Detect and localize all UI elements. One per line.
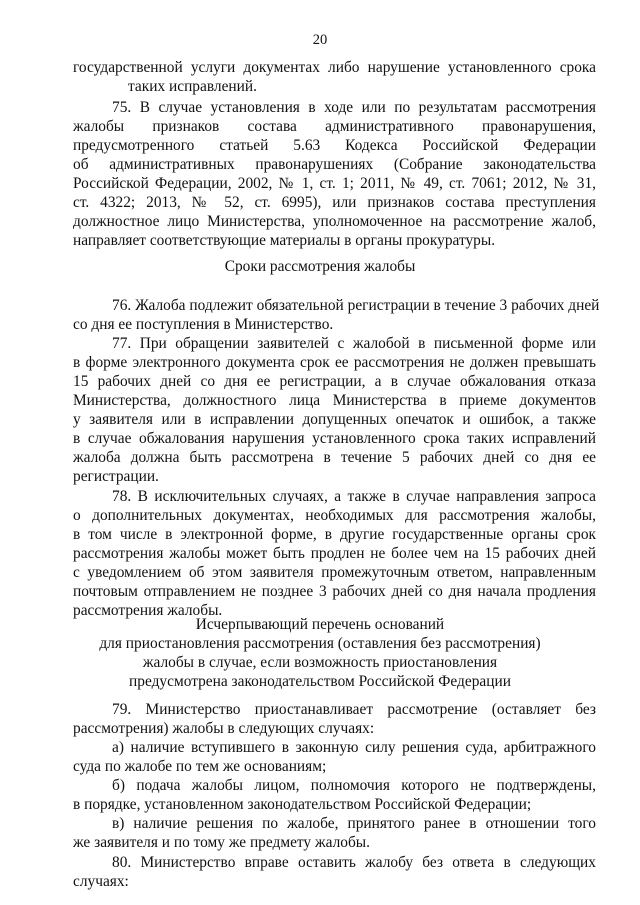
section-heading: Сроки рассмотрения жалобы (224, 258, 416, 275)
text-line: случаях: (73, 873, 129, 890)
text-line: Министерства, должностного лица Министерства в приеме документов (73, 392, 596, 409)
text-line: должностное лицо Министерства, уполномоченное на рассмотрение жалоб, (73, 213, 596, 230)
text-line: в форме электронного документа срок ее рассмотрения не должен превышать (73, 354, 596, 371)
text-line: предусмотренного статьей 5.63 Кодекса Российской Федерации (73, 137, 596, 154)
text-line: рассмотрения) жалобы в следующих случаях: (73, 720, 375, 737)
section-heading: для приостановления рассмотрения (оставления без рассмотрения) (99, 635, 541, 652)
text-line: в том числе в электронной форме, в другие государственные органы срок (73, 526, 596, 543)
text-line: ст. 4322; 2013, № 52, ст. 6995), или признаков состава преступления (73, 194, 596, 211)
text-line: об административных правонарушениях (Собрание законодательства (73, 156, 596, 173)
text-line: жалобы признаков состава административного правонарушения, (73, 118, 596, 135)
text-line: 15 рабочих дней со дня ее регистрации, а в случае обжалования отказа (73, 373, 596, 390)
section-heading: жалобы в случае, если возможность приостановления (142, 654, 498, 671)
text-line: со дня ее поступления в Министерство. (73, 316, 334, 333)
text-line: Российской Федерации, 2002, № 1, ст. 1; 2011, № 49, ст. 7061; 2012, № 31, (73, 175, 596, 192)
text-line: у заявителя или в исправлении допущенных опечаток и ошибок, а также (73, 411, 596, 428)
section-heading: Исчерпывающий перечень оснований (195, 616, 445, 633)
text-line: суда по жалобе по тем же основаниям; (73, 758, 327, 775)
page-number: 20 (312, 32, 328, 48)
text-line: направляет соответствующие материалы в органы прокуратуры. (73, 232, 496, 249)
text-line: же заявителя и по тому же предмету жалобы. (73, 834, 370, 851)
text-line: 80. Министерство вправе оставить жалобу без ответа в следующих (112, 854, 596, 871)
text-line: 78. В исключительных случаях, а также в случае направления запроса (112, 488, 596, 505)
section-heading: предусмотрена законодательством Российской Федерации (129, 673, 511, 690)
text-line: в случае обжалования нарушения установленного срока таких исправлений (73, 430, 596, 447)
text-line: рассмотрения жалобы может быть продлен не более чем на 15 рабочих дней (73, 545, 596, 562)
text-line: 77. При обращении заявителей с жалобой в письменной форме или (112, 335, 596, 352)
text-line: регистрации. (73, 468, 159, 485)
text-line: с уведомлением об этом заявителя промежуточным ответом, направленным (73, 564, 596, 581)
text-line: рассмотрения жалобы. (73, 602, 223, 619)
text-line: о дополнительных документах, необходимых для рассмотрения жалобы, (73, 507, 596, 524)
text-line: жалоба должна быть рассмотрена в течение 5 рабочих дней со дня ее (73, 449, 596, 466)
text-line: государственной услуги документах либо нарушение установленного срока (73, 59, 596, 76)
text-line: в порядке, установленном законодательством Российской Федерации; (73, 796, 532, 813)
text-line: а) наличие вступившего в законную силу решения суда, арбитражного (112, 739, 596, 756)
text-line: 76. Жалоба подлежит обязательной регистрации в течение 3 рабочих дней (112, 297, 600, 314)
text-line: 79. Министерство приостанавливает рассмотрение (оставляет без (112, 701, 596, 718)
text-line: б) подача жалобы лицом, полномочия которого не подтверждены, (112, 777, 596, 794)
text-line: почтовым отправлением не позднее 3 рабочих дней со дня начала продления (73, 583, 596, 600)
text-line: таких исправлений. (128, 78, 257, 95)
text-line: 75. В случае установления в ходе или по результатам рассмотрения (112, 99, 596, 116)
text-line: в) наличие решения по жалобе, принятого ранее в отношении того (112, 815, 596, 832)
